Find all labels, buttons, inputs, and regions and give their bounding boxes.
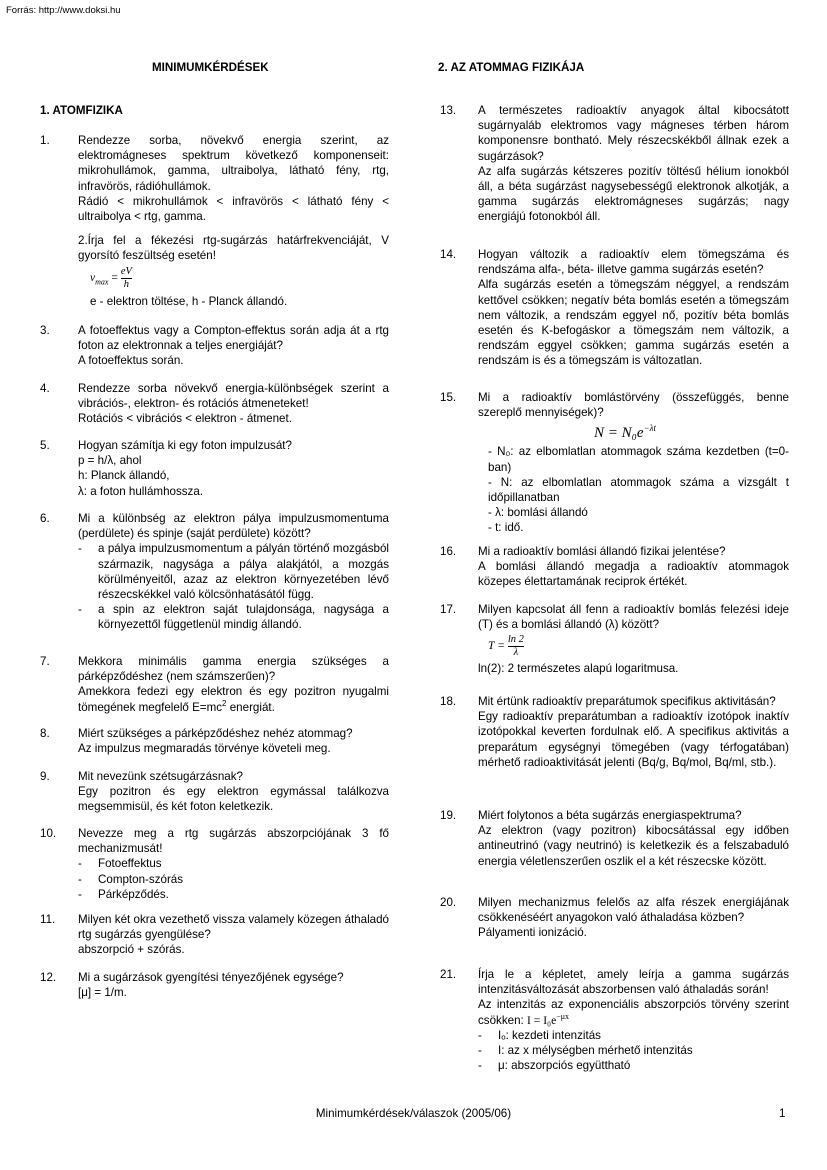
- answer-text: Pályamenti ionizáció.: [478, 926, 587, 940]
- question-text: Mi a radioaktív bomlási állandó fizikai jelentése?: [478, 545, 726, 558]
- page-number: 1: [779, 1107, 786, 1120]
- question-2: [40, 233, 389, 310]
- bullet-item: - Fotoeffektus: [78, 856, 389, 871]
- question-14: [440, 247, 789, 369]
- question-number: 3.: [40, 324, 50, 337]
- answer-text: Alfa sugárzás esetén a tömegszám néggyel, a rendszám kettővel csökken; negatív béta bomlás esetén a tömegszám nem változik, a rendszám eggyel nő, pozitív béta bomlás esetén és K-befogáskor a tömegszám nem változik, a rendszám eggyel csökken; gamma sugárzás esetén a rendszám is és a tömegszám is változatlan.: [478, 278, 789, 368]
- answer-text: λ: a foton hullámhossza.: [78, 484, 204, 498]
- question-9: [40, 769, 389, 815]
- page-heading: MINIMUMKÉRDÉSEK: [152, 61, 269, 74]
- question-number: 10.: [40, 827, 57, 840]
- question-number: 7.: [40, 655, 50, 668]
- answer-text: Az alfa sugárzás kétszeres pozitív töltésű hélium ionokból áll, a béta sugárzást nagysebességű elektronok alkotják, a gamma sugárzás elektromágneses sugárzás; nagy energiájú fotonokból áll.: [478, 164, 789, 224]
- formula-attenuation: $I = I_0e^{-\mu x}$: [527, 1011, 570, 1027]
- question-1: [40, 133, 389, 224]
- question-number: 4.: [40, 382, 50, 395]
- answer-text: abszorpció + szórás.: [78, 943, 185, 957]
- question-text: A természetes radioaktív anyagok által kibocsátott sugárnyaláb elektromos vagy mágneses térben három komponensre bontható. Mely részecskékből állnak ezek a sugárzások?: [478, 104, 789, 163]
- answer-text: - N₀: az elbomlatlan atommagok száma kezdetben (t=0-ban): [488, 445, 789, 474]
- question-number: 8.: [40, 727, 50, 740]
- question-19: [440, 808, 789, 869]
- section-heading-atomfizika: 1. ATOMFIZIKA: [40, 104, 123, 117]
- question-16: [440, 544, 789, 590]
- question-text: Rendezze sorba növekvő energia-különbségek szerint a vibrációs-, elektron- és rotációs átmeneteket!: [78, 382, 389, 411]
- bullet-item: - Párképződés.: [78, 887, 389, 902]
- answer-text: Rotációs < vibrációs < elektron - átmenet.: [78, 412, 292, 426]
- bullet-item: - I: az x mélységben mérhető intenzitás: [478, 1043, 789, 1058]
- bullet-item: - a spin az elektron saját tulajdonsága, nagysága a környezettől függetlenül mindig állandó.: [78, 602, 389, 632]
- question-18: [440, 694, 789, 770]
- question-4: [40, 381, 389, 427]
- answer-text: A fotoeffektus során.: [78, 354, 184, 368]
- question-text: Nevezze meg a rtg sugárzás abszorpciójának 3 fő mechanizmusát!: [78, 827, 389, 856]
- question-6: [40, 511, 389, 633]
- question-number: 20.: [440, 896, 457, 909]
- answer-text: Az elektron (vagy pozitron) kibocsátással egy időben antineutrinó (vagy neutrinó) is keletkezik és a felszabaduló energia véletlenszerűen oszlik el a két részecske között.: [478, 824, 789, 868]
- question-text: Mekkora minimális gamma energia szükséges a párképződéshez (nem számszerűen)?: [78, 655, 389, 684]
- bullet-item: - μ: abszorpciós együttható: [478, 1058, 789, 1073]
- question-text: Mi a radioaktív bomlástörvény (összefüggés, benne szereplő mennyiségek)?: [478, 391, 789, 420]
- question-17: [440, 602, 789, 677]
- question-text: Hogyan számítja ki egy foton impulzusát?: [78, 439, 292, 452]
- answer-text: A bomlási állandó megadja a radioaktív atommagok közepes élettartamának reciprok értékét.: [478, 560, 789, 589]
- question-8: [40, 726, 389, 756]
- question-number: 6.: [40, 512, 50, 525]
- answer-text: Az intenzitás az exponenciális abszorpciós törvény szerint csökken: $I = I_0e^{-\mu x}$: [478, 998, 789, 1027]
- question-text: Milyen kapcsolat áll fenn a radioaktív bomlás felezési ideje (T) és a bomlási állandó (λ) között?: [478, 603, 789, 632]
- question-number: 15.: [440, 391, 457, 404]
- question-10: [40, 826, 389, 902]
- answer-text: Rádió < mikrohullámok < infravörös < látható fény < ultraibolya < rtg, gamma.: [78, 194, 389, 224]
- question-7: [40, 654, 389, 715]
- question-20: [440, 895, 789, 941]
- question-text: Mi a különbség az elektron pálya impulzusmomentuma (perdülete) és spinje (saját perdülete) között?: [78, 512, 389, 541]
- question-text: Milyen mechanizmus felelős az alfa részek energiájának csökkenéséért anyagokon való áthaladása közben?: [478, 896, 789, 925]
- question-number: 1.: [40, 134, 50, 147]
- question-text: Hogyan változik a radioaktív elem tömegszáma és rendszáma alfa-, béta- illetve gamma sugárzás esetén?: [478, 248, 789, 277]
- answer-text: - N: az elbomlatlan atommagok száma a vizsgált t időpillanatban: [488, 475, 789, 505]
- question-number: 14.: [440, 248, 457, 261]
- question-text: Mit nevezünk szétsugárzásnak?: [78, 770, 243, 783]
- question-number: 9.: [40, 770, 50, 783]
- page-footer: Minimumkérdések/válaszok (2005/06): [315, 1107, 512, 1120]
- question-5: [40, 438, 389, 499]
- formula-vmax: $\nu_{max}$ = $\frac{eV}{h}$: [90, 266, 132, 291]
- question-number: 13.: [440, 104, 457, 117]
- question-number: 11.: [40, 913, 56, 926]
- bullet-item: - a pálya impulzusmomentum a pályán történő mozgásból származik, nagysága a pálya alakjától, a mozgás körülményeitől, azaz az elektron környezetében lévő részecskékkel való kölcsönhatásától függ.: [78, 541, 389, 602]
- question-21: [440, 967, 789, 1073]
- question-number: 16.: [440, 545, 457, 558]
- answer-text: - λ: bomlási állandó: [488, 506, 588, 520]
- question-3: [40, 323, 389, 369]
- answer-text: Egy radioaktív preparátumban a radioaktív izotópok inaktív izotópokkal keverten fordulnak elő. A specifikus aktivitás a preparátum egységnyi tömegében (vagy térfogatában) mérhető radioaktivitását jelenti (Bq/g, Bq/mol, Bq/ml, stb.).: [478, 710, 789, 769]
- question-number: 12.: [40, 971, 57, 984]
- answer-text: ln(2): 2 természetes alapú logaritmusa.: [478, 662, 679, 676]
- question-text: A fotoeffektus vagy a Compton-effektus során adja át a rtg foton az elektronnak a teljes energiáját?: [78, 324, 389, 353]
- formula-half-life: T = $\frac{\ln 2}{\lambda}$: [488, 634, 524, 659]
- answer-text: - t: idő.: [488, 521, 524, 535]
- question-text: Miért folytonos a béta sugárzás energiaspektruma?: [478, 809, 742, 822]
- answer-text: Egy pozitron és egy elektron egymással találkozva megsemmisül, és két foton keletkezik.: [78, 785, 389, 814]
- bullet-item: - Compton-szórás: [78, 872, 389, 887]
- answer-text: p = h/λ, ahol: [78, 454, 142, 468]
- source-note: Forrás: http://www.doksi.hu: [6, 5, 121, 16]
- question-number: 18.: [440, 695, 457, 708]
- question-13: [440, 103, 789, 225]
- question-text: Rendezze sorba, növekvő energia szerint, az elektromágneses spektrum következő komponenseit: mikrohullámok, gamma, ultraibolya, látható fény, rtg, infravörös, rádióhullámok.: [78, 134, 389, 193]
- question-12: [40, 970, 389, 1000]
- question-text: Miért szükséges a párképződéshez nehéz atommag?: [78, 727, 353, 740]
- question-11: [40, 912, 389, 958]
- answer-text: Amekkora fedezi egy elektron és egy pozitron nyugalmi tömegének megfelelő $E=mc^2$ energiát.: [78, 685, 389, 714]
- question-number: 17.: [440, 603, 457, 616]
- question-text: 2.Írja fel a fékezési rtg-sugárzás határfrekvenciáját, V gyorsító feszültség esetén!: [78, 234, 389, 263]
- question-text: Mit értünk radioaktív preparátumok specifikus aktivitásán?: [478, 695, 776, 708]
- question-15: [440, 390, 789, 536]
- answer-text: Az impulzus megmaradás törvénye követeli meg.: [78, 742, 331, 756]
- formula-decay-law: $N = N_0e^{-\lambda t}$: [594, 423, 656, 442]
- section-heading-atommag: 2. AZ ATOMMAG FIZIKÁJA: [438, 61, 585, 74]
- question-number: 5.: [40, 439, 50, 452]
- question-text: Mi a sugárzások gyengítési tényezőjének egysége?: [78, 971, 344, 984]
- answer-text: h: Planck állandó,: [78, 469, 170, 483]
- bullet-item: - Iₒ: kezdeti intenzitás: [478, 1028, 789, 1043]
- question-number: 19.: [440, 809, 457, 822]
- answer-text: [μ] = 1/m.: [78, 986, 127, 1000]
- question-number: 21.: [440, 968, 457, 981]
- question-text: Írja le a képletet, amely leírja a gamma sugárzás intenzitásváltozását abszorbensen való áthaladás során!: [478, 968, 789, 997]
- answer-text: e - elektron töltése, h - Planck állandó.: [90, 295, 288, 309]
- question-text: Milyen két okra vezethető vissza valamely közegen áthaladó rtg sugárzás gyengülése?: [78, 913, 389, 942]
